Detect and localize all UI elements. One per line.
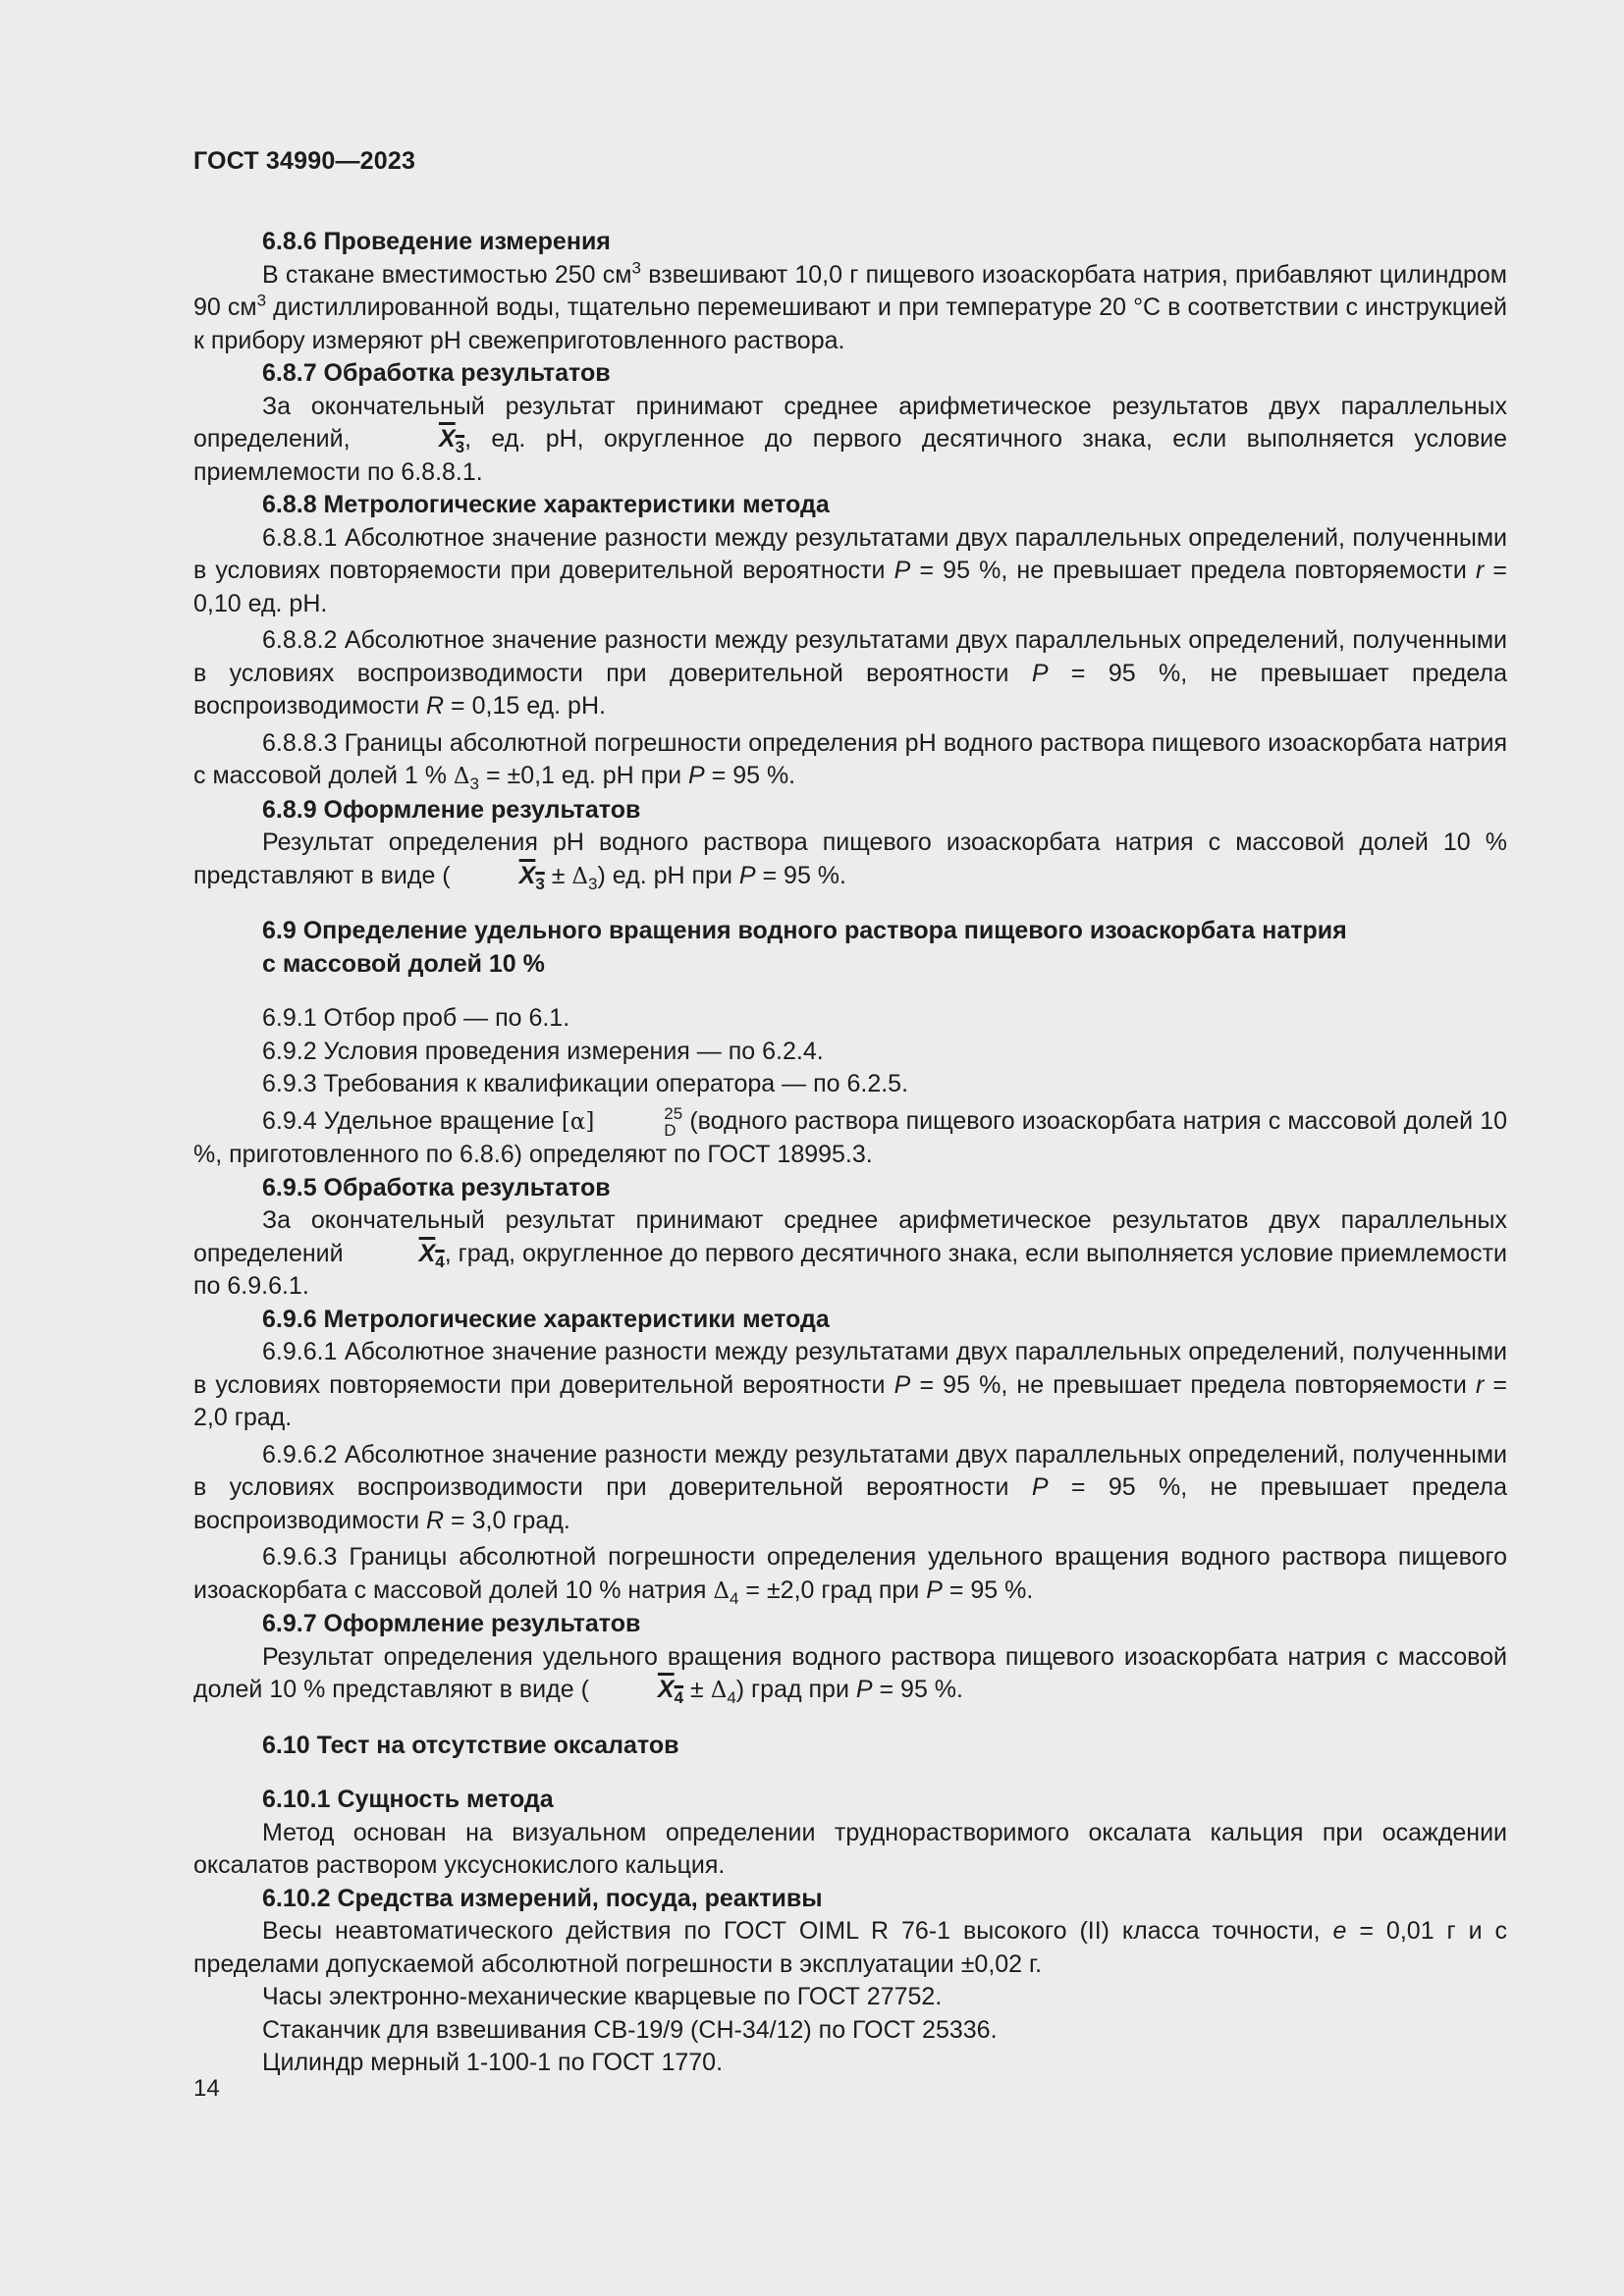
- specific-rotation-indices: 25 D: [664, 1103, 683, 1140]
- list-item-6-9-1: 6.9.1 Отбор проб — по 6.1.: [262, 1004, 570, 1032]
- section-heading-6-9-7: 6.9.7 Оформление результатов: [262, 1610, 641, 1637]
- mean-x3-symbol: $X_3$: [518, 861, 545, 893]
- section-heading-6-9-5: 6.9.5 Обработка результатов: [262, 1173, 611, 1201]
- paragraph-6-8-9: Результат определения pH водного раствора пищевого изоаскорбата натрия с массовой долей 10 % представляют в виде ( $X_3 \pm \Delta_3$) ед. pH при P = 95 %.: [193, 828, 1507, 893]
- section-heading-6-10: 6.10 Тест на отсутствие оксалатов: [262, 1731, 679, 1759]
- list-item-cylinder: Цилиндр мерный 1-100-1 по ГОСТ 1770.: [262, 2049, 724, 2076]
- section-heading-6-10-2: 6.10.2 Средства измерений, посуда, реактивы: [262, 1884, 823, 1912]
- page-number: 14: [193, 2075, 220, 2102]
- paragraph-6-9-6-1: 6.9.6.1 Абсолютное значение разности между результатами двух параллельных определений, полученными в условиях повторяемости при доверительной вероятности P = 95 %, не превышает предела повторяемости r = 2,0 град.: [193, 1338, 1508, 1431]
- list-item-6-9-2: 6.9.2 Условия проведения измерения — по 6.2.4.: [262, 1037, 824, 1065]
- section-heading-6-9-6: 6.9.6 Метрологические характеристики метода: [262, 1305, 830, 1333]
- paragraph-6-8-8-3: 6.8.8.3 Границы абсолютной погрешности определения pH водного раствора пищевого изоаскорбата натрия с массовой долей 1 % $\Delta_3 = \pm 0,1$ ед. pH при P = 95 %.: [193, 728, 1507, 793]
- paragraph-6-9-6-3: 6.9.6.3 Границы абсолютной погрешности определения удельного вращения водного раствора пищевого изоаскорбата с массовой долей 10 % натрия $\Delta_4 = \pm 2,0$ град при P = 95 %.: [193, 1543, 1507, 1608]
- section-heading-6-9: 6.9 Определение удельного вращения водного раствора пищевого изоаскорбата натрия с массовой долей 10 %: [262, 917, 1347, 978]
- section-heading-6-8-6: 6.8.6 Проведение измерения: [262, 228, 611, 255]
- section-heading-6-8-8: 6.8.8 Метрологические характеристики метода: [262, 491, 830, 518]
- paragraph-6-8-8-1: 6.8.8.1 Абсолютное значение разности между результатами двух параллельных определений, полученными в условиях повторяемости при доверительной вероятности P = 95 %, не превышает предела повторяемости r = 0,10 ед. pH.: [193, 523, 1508, 617]
- mean-x4-symbol: $X_4$: [418, 1239, 445, 1271]
- paragraph-6-10-1: Метод основан на визуальном определении труднорастворимого оксалата кальция при осаждении оксалатов раствором уксуснокислого кальция.: [193, 1818, 1507, 1879]
- mean-x3-symbol: $X_3$: [438, 425, 465, 456]
- paragraph-6-8-6: В стакане вместимостью 250 $см^3$ взвешивают 10,0 г пищевого изоаскорбата натрия, прибавляют цилиндром 90 $см^3$ дистиллированной воды, тщательно перемешивают и при температуре 20 °C в соответствии с инструкцией к прибору измеряют pH свежеприготовленного раствора.: [193, 258, 1507, 354]
- paragraph-6-9-7: Результат определения удельного вращения водного раствора пищевого изоаскорбата натрия с массовой долей 10 % представляют в виде ( $X_4 \pm \Delta_4$) град при P = 95 %.: [193, 1642, 1507, 1707]
- section-heading-6-8-7: 6.8.7 Обработка результатов: [262, 359, 611, 387]
- paragraph-6-8-8-2: 6.8.8.2 Абсолютное значение разности между результатами двух параллельных определений, полученными в условиях воспроизводимости при доверительной вероятности P = 95 %, не превышает предела воспроизводимости R = 0,15 ед. pH.: [193, 626, 1507, 720]
- paragraph-6-9-6-2: 6.9.6.2 Абсолютное значение разности между результатами двух параллельных определений, полученными в условиях воспроизводимости при доверительной вероятности P = 95 %, не превышает предела воспроизводимости R = 3,0 град.: [193, 1440, 1507, 1534]
- document-body: [193, 226, 1507, 2080]
- paragraph-6-9-4: 6.9.4 Удельное вращение [α] 25 D (водного раствора пищевого изоаскорбата натрия с массовой долей 10 %, приготовленного по 6.8.6) определяют по ГОСТ 18995.3.: [193, 1103, 1508, 1168]
- paragraph-6-10-2-scales: Весы неавтоматического действия по ГОСТ OIML R 76-1 высокого (II) класса точности, e = 0,01 г и с пределами допускаемой абсолютной погрешности в эксплуатации ±0,02 г.: [193, 1917, 1507, 1978]
- paragraph-6-9-5: За окончательный результат принимают среднее арифметическое результатов двух параллельных определений $X_4$, град, округленное до первого десятичного знака, если выполняется условие приемлемости по 6.9.6.1.: [193, 1206, 1507, 1300]
- section-heading-6-10-1: 6.10.1 Сущность метода: [262, 1786, 554, 1813]
- list-item-weighing-cup: Стаканчик для взвешивания СВ-19/9 (СН-34/12) по ГОСТ 25336.: [262, 2015, 998, 2044]
- paragraph-6-8-7: За окончательный результат принимают среднее арифметическое результатов двух параллельных определений, $X_3$, ед. pH, округленное до первого десятичного знака, если выполняется условие приемлемости по 6.8.8.1.: [193, 392, 1508, 486]
- list-item-clock: Часы электронно-механические кварцевые по ГОСТ 27752.: [262, 1983, 943, 2010]
- list-item-6-9-3: 6.9.3 Требования к квалификации оператора — по 6.2.5.: [262, 1070, 909, 1097]
- mean-x4-symbol: $X_4$: [657, 1676, 684, 1707]
- section-heading-6-8-9: 6.8.9 Оформление результатов: [262, 795, 641, 824]
- document-header: ГОСТ 34990—2023: [193, 147, 416, 175]
